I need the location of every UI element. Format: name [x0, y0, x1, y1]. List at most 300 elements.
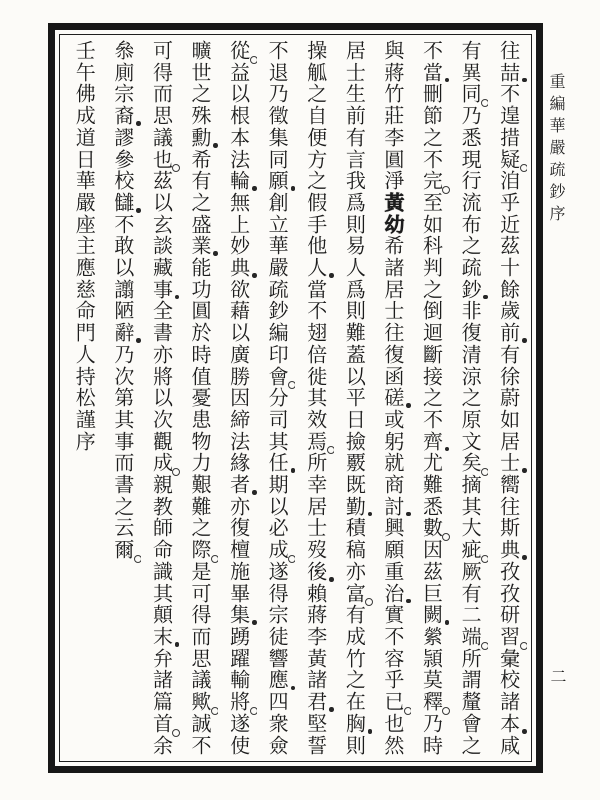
character: 既	[342, 474, 365, 496]
character: 科	[419, 235, 442, 258]
punctuation-circle-mark	[250, 707, 257, 715]
character: 涼	[458, 365, 481, 388]
character: 歿	[303, 539, 326, 561]
character: 從	[227, 40, 249, 62]
character: 四	[265, 691, 288, 713]
character: 其	[149, 582, 172, 605]
text-column-characters	[266, 40, 286, 756]
character: 當	[419, 62, 441, 84]
character: 莊	[380, 105, 403, 127]
emphasis-dot-mark	[252, 186, 257, 191]
character: 於	[188, 322, 211, 344]
character: 矣	[458, 452, 480, 474]
character: 不	[419, 148, 442, 171]
character: 乃	[110, 343, 133, 366]
character: 師	[149, 517, 172, 540]
punctuation-circle-mark	[481, 642, 488, 650]
character: 疵	[458, 539, 480, 561]
character: 徵	[265, 105, 288, 127]
emphasis-dot-mark	[368, 512, 373, 517]
character: 華	[265, 235, 288, 258]
character: 效	[303, 408, 326, 431]
character: 物	[188, 430, 211, 453]
character: 命	[149, 539, 172, 561]
emphasis-dot-mark	[252, 273, 257, 278]
character: 時	[188, 343, 211, 366]
character: 徙	[303, 365, 326, 388]
character: 持	[72, 365, 95, 388]
text-column	[295, 40, 334, 756]
character: 妙	[226, 235, 249, 258]
punctuation-circle-mark	[172, 468, 179, 476]
character: 乎	[380, 669, 403, 692]
emphasis-dot-mark	[406, 403, 411, 408]
character: 爲	[342, 191, 365, 214]
character: 所	[303, 452, 326, 475]
character: 得	[188, 604, 211, 626]
character: 松	[72, 387, 95, 409]
character: 節	[419, 105, 442, 127]
emphasis-dot-mark	[213, 143, 218, 148]
punctuation-circle-mark	[520, 164, 527, 172]
character: 居	[303, 495, 326, 518]
character: 以	[110, 257, 133, 279]
character: 觀	[149, 430, 172, 453]
character: 手	[303, 213, 326, 236]
character: 云	[110, 517, 133, 540]
character: 頴	[419, 647, 442, 670]
character: 值	[188, 365, 211, 388]
character: 創	[265, 191, 288, 214]
character: 謬	[110, 126, 133, 149]
character: 僉	[265, 734, 288, 756]
text-column	[257, 40, 296, 756]
character: 業	[188, 235, 210, 257]
character: 以	[226, 83, 249, 106]
character: 治	[381, 583, 403, 605]
text-column	[141, 40, 180, 756]
character: 華	[72, 170, 95, 192]
character: 無	[226, 191, 249, 214]
character: 竹	[342, 647, 365, 670]
character: 不	[380, 625, 403, 648]
character: 衆	[265, 712, 288, 735]
character: 可	[149, 40, 172, 62]
punctuation-circle-mark	[442, 707, 449, 715]
character: 翅	[303, 322, 326, 344]
character: 數	[419, 517, 441, 539]
character: 現	[458, 148, 481, 171]
emphasis-dot-mark	[406, 599, 411, 604]
character: 以	[265, 495, 288, 518]
character: 後	[304, 561, 326, 583]
character: 撿	[342, 430, 365, 453]
character: 藉	[226, 300, 249, 323]
character: 判	[419, 257, 442, 279]
character: 往	[496, 40, 519, 62]
character: 原	[458, 408, 481, 431]
text-column	[488, 40, 527, 756]
character: 至	[419, 191, 442, 214]
character: 在	[342, 691, 365, 713]
character: 以	[149, 387, 172, 409]
character: 悉	[458, 126, 481, 149]
character: 會	[265, 366, 287, 388]
character: 圓	[188, 300, 211, 323]
character: 如	[419, 213, 442, 236]
character: 以	[226, 322, 249, 344]
character: 集	[265, 126, 288, 149]
character: 宗	[110, 83, 133, 106]
character: 難	[342, 322, 365, 344]
character: 集	[227, 604, 249, 626]
character: 之	[342, 669, 365, 692]
folio-number: 二	[548, 668, 565, 684]
character: 齊	[419, 431, 441, 453]
character: 敢	[110, 235, 133, 258]
character: 之	[188, 83, 211, 106]
character: 踴	[226, 625, 249, 648]
character: 所	[458, 647, 481, 670]
emphasis-dot-mark	[522, 729, 527, 734]
character: 復	[380, 343, 403, 366]
text-column-characters	[228, 40, 248, 756]
character: 親	[149, 474, 172, 496]
emphasis-dot-mark	[445, 620, 450, 625]
character: 勳	[188, 127, 210, 149]
character: 歲	[496, 300, 519, 323]
character: 本	[497, 713, 519, 735]
character: 期	[265, 474, 288, 496]
character: 往	[380, 322, 403, 344]
character: 世	[188, 61, 211, 84]
character: 道	[72, 126, 95, 149]
character: 則	[342, 300, 365, 323]
character: 遂	[226, 712, 249, 735]
text-column	[373, 40, 412, 756]
character: 磋	[381, 387, 403, 409]
character: 縈	[419, 625, 442, 648]
text-column	[411, 40, 450, 756]
character: 孜	[496, 582, 519, 605]
character: 淨	[380, 170, 403, 192]
character: 富	[342, 583, 364, 605]
character: 同	[458, 83, 480, 105]
character: 陋	[110, 300, 133, 323]
character: 之	[303, 83, 326, 106]
emphasis-dot-mark	[445, 78, 450, 83]
punctuation-circle-mark	[172, 729, 179, 737]
character: 謹	[72, 408, 95, 431]
character: 研	[496, 604, 519, 626]
text-column-characters	[112, 40, 132, 756]
character: 難	[419, 474, 442, 496]
character: 當	[303, 278, 326, 301]
character: 之	[458, 235, 481, 258]
character: 不	[265, 40, 288, 62]
punctuation-circle-mark	[250, 56, 257, 64]
character: 疏	[265, 278, 288, 301]
character: 大	[458, 517, 481, 540]
character: 摘	[458, 474, 481, 496]
character: 而	[149, 83, 172, 106]
emphasis-dot-mark	[329, 707, 334, 712]
character: 有	[458, 582, 481, 605]
character: 嚴	[72, 191, 95, 214]
character: 士	[497, 452, 519, 474]
character: 響	[265, 647, 288, 670]
emphasis-dot-mark	[136, 208, 141, 213]
character: 人	[304, 257, 326, 279]
character: 喆	[497, 62, 519, 84]
character: 蓋	[342, 343, 365, 366]
character: 上	[226, 213, 249, 236]
character: 巨	[419, 582, 442, 605]
character: 躬	[380, 430, 403, 453]
character: 力	[188, 452, 211, 475]
character: 然	[380, 734, 403, 756]
character: 功	[188, 278, 211, 301]
punctuation-circle-mark	[134, 555, 141, 563]
emphasis-dot-mark	[252, 490, 257, 495]
text-column	[218, 40, 257, 756]
character: 實	[380, 604, 403, 626]
character: 畢	[226, 582, 249, 605]
character: 篇	[149, 691, 172, 713]
character: 典	[227, 257, 249, 279]
character: 議	[149, 126, 172, 149]
character: 能	[188, 257, 211, 279]
character: 圓	[380, 148, 403, 171]
margin-book-title: 重編華嚴疏鈔序	[547, 73, 564, 227]
character: 人	[72, 343, 95, 366]
character: 誓	[303, 734, 326, 756]
character: 譾	[110, 278, 133, 301]
character: 不	[110, 213, 133, 236]
character: 教	[149, 495, 172, 518]
character: 嚮	[496, 474, 519, 496]
character: 我	[342, 170, 365, 192]
character: 闕	[419, 604, 441, 626]
punctuation-circle-mark	[442, 186, 449, 194]
character: 他	[303, 235, 326, 258]
character: 彙	[496, 647, 519, 670]
character: 其	[303, 387, 326, 409]
character: 輪	[227, 170, 249, 192]
character: 之	[303, 170, 326, 192]
character: 亦	[226, 495, 249, 518]
character: 締	[226, 408, 249, 431]
character: 參	[110, 148, 133, 171]
character: 之	[419, 387, 442, 409]
character: 司	[265, 408, 288, 431]
character: 積	[342, 517, 365, 540]
character: 之	[458, 734, 481, 756]
character: 事	[110, 430, 133, 453]
character: 難	[188, 495, 211, 518]
character: 二	[458, 604, 481, 626]
character: 稿	[342, 539, 365, 561]
character: 遑	[496, 105, 519, 127]
emphasis-dot-mark	[136, 338, 141, 343]
character: 士	[303, 517, 326, 540]
character: 識	[149, 560, 172, 583]
character: 蔚	[496, 387, 519, 409]
character: 典	[497, 539, 519, 561]
character: 得	[149, 61, 172, 84]
character: 清	[458, 343, 481, 366]
character: 門	[72, 322, 95, 344]
character: 裔	[111, 105, 133, 127]
character: 鈔	[265, 300, 288, 323]
character: 叅	[110, 40, 133, 62]
character: 謂	[458, 669, 481, 692]
emphasis-dot-mark	[291, 686, 296, 691]
character: 不	[303, 300, 326, 323]
emphasis-dot-mark	[522, 338, 527, 343]
character: 諸	[380, 257, 403, 279]
character: 咸	[496, 734, 519, 756]
character: 主	[72, 235, 95, 258]
text-column-characters	[150, 40, 170, 756]
text-column-characters	[382, 40, 402, 756]
character: 勝	[226, 365, 249, 388]
character: 焉	[304, 431, 326, 453]
character: 士	[380, 300, 403, 323]
character: 分	[265, 387, 288, 409]
character: 全	[149, 300, 172, 323]
character: 疑	[497, 149, 519, 171]
character: 如	[496, 408, 519, 431]
character: 得	[265, 582, 288, 605]
character: 有	[342, 126, 365, 149]
character: 操	[303, 40, 326, 62]
character: 余	[149, 734, 172, 756]
page-frame-inner-rule	[59, 34, 532, 762]
character: 假	[303, 191, 326, 214]
punctuation-circle-mark	[481, 555, 488, 563]
character: 艱	[188, 474, 211, 496]
character: 將	[149, 365, 172, 388]
character: 顛	[149, 604, 172, 626]
character: 日	[342, 408, 365, 431]
emphasis-dot-mark	[175, 295, 180, 300]
character: 使	[226, 734, 249, 756]
punctuation-circle-mark	[481, 99, 488, 107]
character: 刪	[419, 83, 442, 106]
character: 益	[226, 61, 249, 84]
character: 往	[496, 495, 519, 518]
character: 歟	[188, 691, 210, 713]
text-column-characters	[459, 40, 479, 756]
character: 之	[110, 495, 133, 518]
character: 言	[342, 148, 365, 171]
character: 前	[497, 322, 519, 344]
character: 殊	[188, 105, 211, 127]
character: 法	[226, 430, 249, 453]
character: 成	[149, 452, 171, 474]
character: 茲	[496, 235, 519, 258]
character: 時	[419, 734, 442, 756]
character: 則	[342, 213, 365, 236]
character: 則	[342, 734, 365, 756]
character: 異	[458, 61, 481, 84]
character: 患	[188, 408, 211, 431]
text-column-characters	[73, 40, 93, 756]
character: 之	[419, 126, 442, 149]
character: 諸	[149, 669, 172, 692]
character: 胸	[342, 713, 364, 735]
character: 勤	[342, 496, 364, 518]
character: 布	[458, 213, 481, 236]
character: 接	[419, 365, 442, 388]
character: 座	[72, 213, 95, 236]
emphasis-dot-mark	[252, 620, 257, 625]
character: 也	[149, 149, 171, 171]
character: 習	[497, 626, 519, 648]
character: 非	[458, 300, 481, 323]
character: 以	[149, 191, 172, 214]
character: 覈	[342, 452, 365, 475]
character: 居	[380, 278, 403, 301]
character: 復	[226, 517, 249, 540]
character: 事	[149, 279, 171, 301]
character: 已	[381, 691, 403, 713]
character: 倍	[303, 343, 326, 366]
character: 第	[110, 387, 133, 409]
character: 將	[227, 691, 249, 713]
character: 堅	[303, 712, 326, 735]
emphasis-dot-mark	[136, 121, 141, 126]
character: 居	[496, 430, 519, 453]
text-column-characters	[420, 40, 440, 756]
character: 次	[110, 365, 133, 388]
character: 斯	[496, 517, 519, 540]
character: 盛	[188, 213, 211, 236]
punctuation-circle-mark	[288, 381, 295, 389]
character: 書	[149, 322, 172, 344]
character: 李	[303, 625, 326, 648]
character: 壬	[72, 40, 95, 62]
character: 洎	[496, 170, 519, 192]
character: 斷	[419, 343, 442, 366]
character: 應	[72, 257, 95, 279]
character: 文	[458, 430, 481, 453]
character: 李	[380, 126, 403, 149]
emphasis-dot-mark	[291, 186, 296, 191]
character: 流	[458, 191, 481, 214]
character: 孜	[496, 560, 519, 583]
character: 嚴	[265, 257, 288, 279]
text-column	[334, 40, 373, 756]
character: 重	[380, 560, 403, 583]
character: 不	[419, 40, 442, 62]
emphasis-dot-mark	[329, 577, 334, 582]
character: 印	[265, 343, 288, 366]
character: 因	[419, 539, 442, 561]
character: 平	[342, 387, 365, 409]
character: 而	[188, 625, 211, 648]
emphasis-dot-mark	[522, 555, 527, 560]
character: 思	[188, 647, 211, 670]
character: 黃	[303, 647, 326, 670]
character: 慈	[72, 278, 95, 301]
character: 其	[265, 430, 288, 453]
character: 十	[496, 257, 519, 279]
character: 亦	[342, 560, 365, 583]
character: 有	[496, 343, 519, 366]
punctuation-circle-mark	[481, 468, 488, 476]
